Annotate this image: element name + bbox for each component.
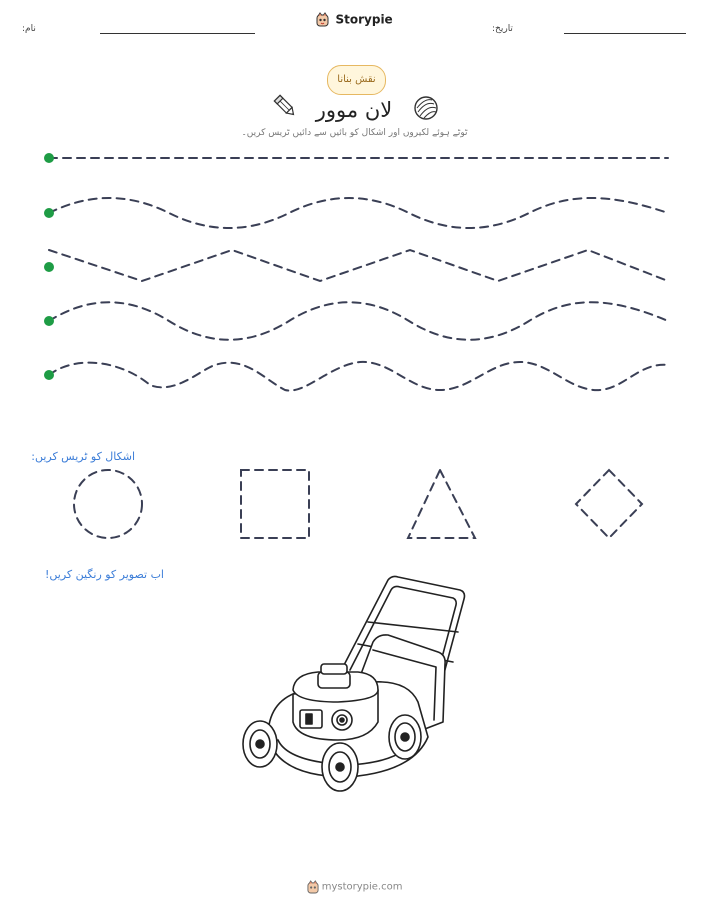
trace-diamond[interactable] (576, 470, 642, 538)
trace-triangle[interactable] (408, 470, 475, 538)
tracing-line-zigzag[interactable] (49, 250, 668, 281)
tracing-shapes-area (0, 465, 709, 545)
tracing-lines-area (0, 140, 709, 400)
tracing-line-wave-2[interactable] (49, 302, 668, 340)
start-dot (44, 153, 54, 163)
shapes-section-title: اشکال کو ٹریس کریں: (31, 450, 135, 463)
start-dot (44, 370, 54, 380)
yarn-ball-icon (413, 95, 439, 121)
footer (0, 880, 709, 894)
start-dot (44, 316, 54, 326)
activity-badge: نقش بنانا (327, 65, 386, 95)
start-dot (44, 262, 54, 272)
start-dot (44, 208, 54, 218)
coloring-section-title: اب تصویر کو رنگین کریں! (44, 568, 164, 581)
brand-logo (0, 12, 709, 27)
instructions: ٹوٹے ہوئے لکیروں اور اشکال کو بائیں سے دائیں ٹریس کریں۔ (241, 128, 468, 138)
storypie-logo-icon (307, 880, 319, 894)
lawn-mower-illustration (238, 572, 468, 792)
footer-url[interactable]: mystorypie.com (321, 881, 403, 893)
brand-name: Storypie (335, 12, 393, 27)
trace-circle[interactable] (74, 470, 142, 538)
date-label: تاریخ: (492, 24, 513, 34)
pencil-icon (272, 93, 298, 119)
storypie-logo-icon (316, 12, 329, 27)
tracing-line-wave-3[interactable] (49, 362, 668, 391)
name-field[interactable] (100, 33, 255, 34)
date-field[interactable] (564, 33, 686, 34)
tracing-line-wave-1[interactable] (49, 198, 668, 228)
page-title: لان موور (315, 98, 393, 122)
name-label: نام: (22, 24, 36, 34)
trace-square[interactable] (241, 470, 309, 538)
